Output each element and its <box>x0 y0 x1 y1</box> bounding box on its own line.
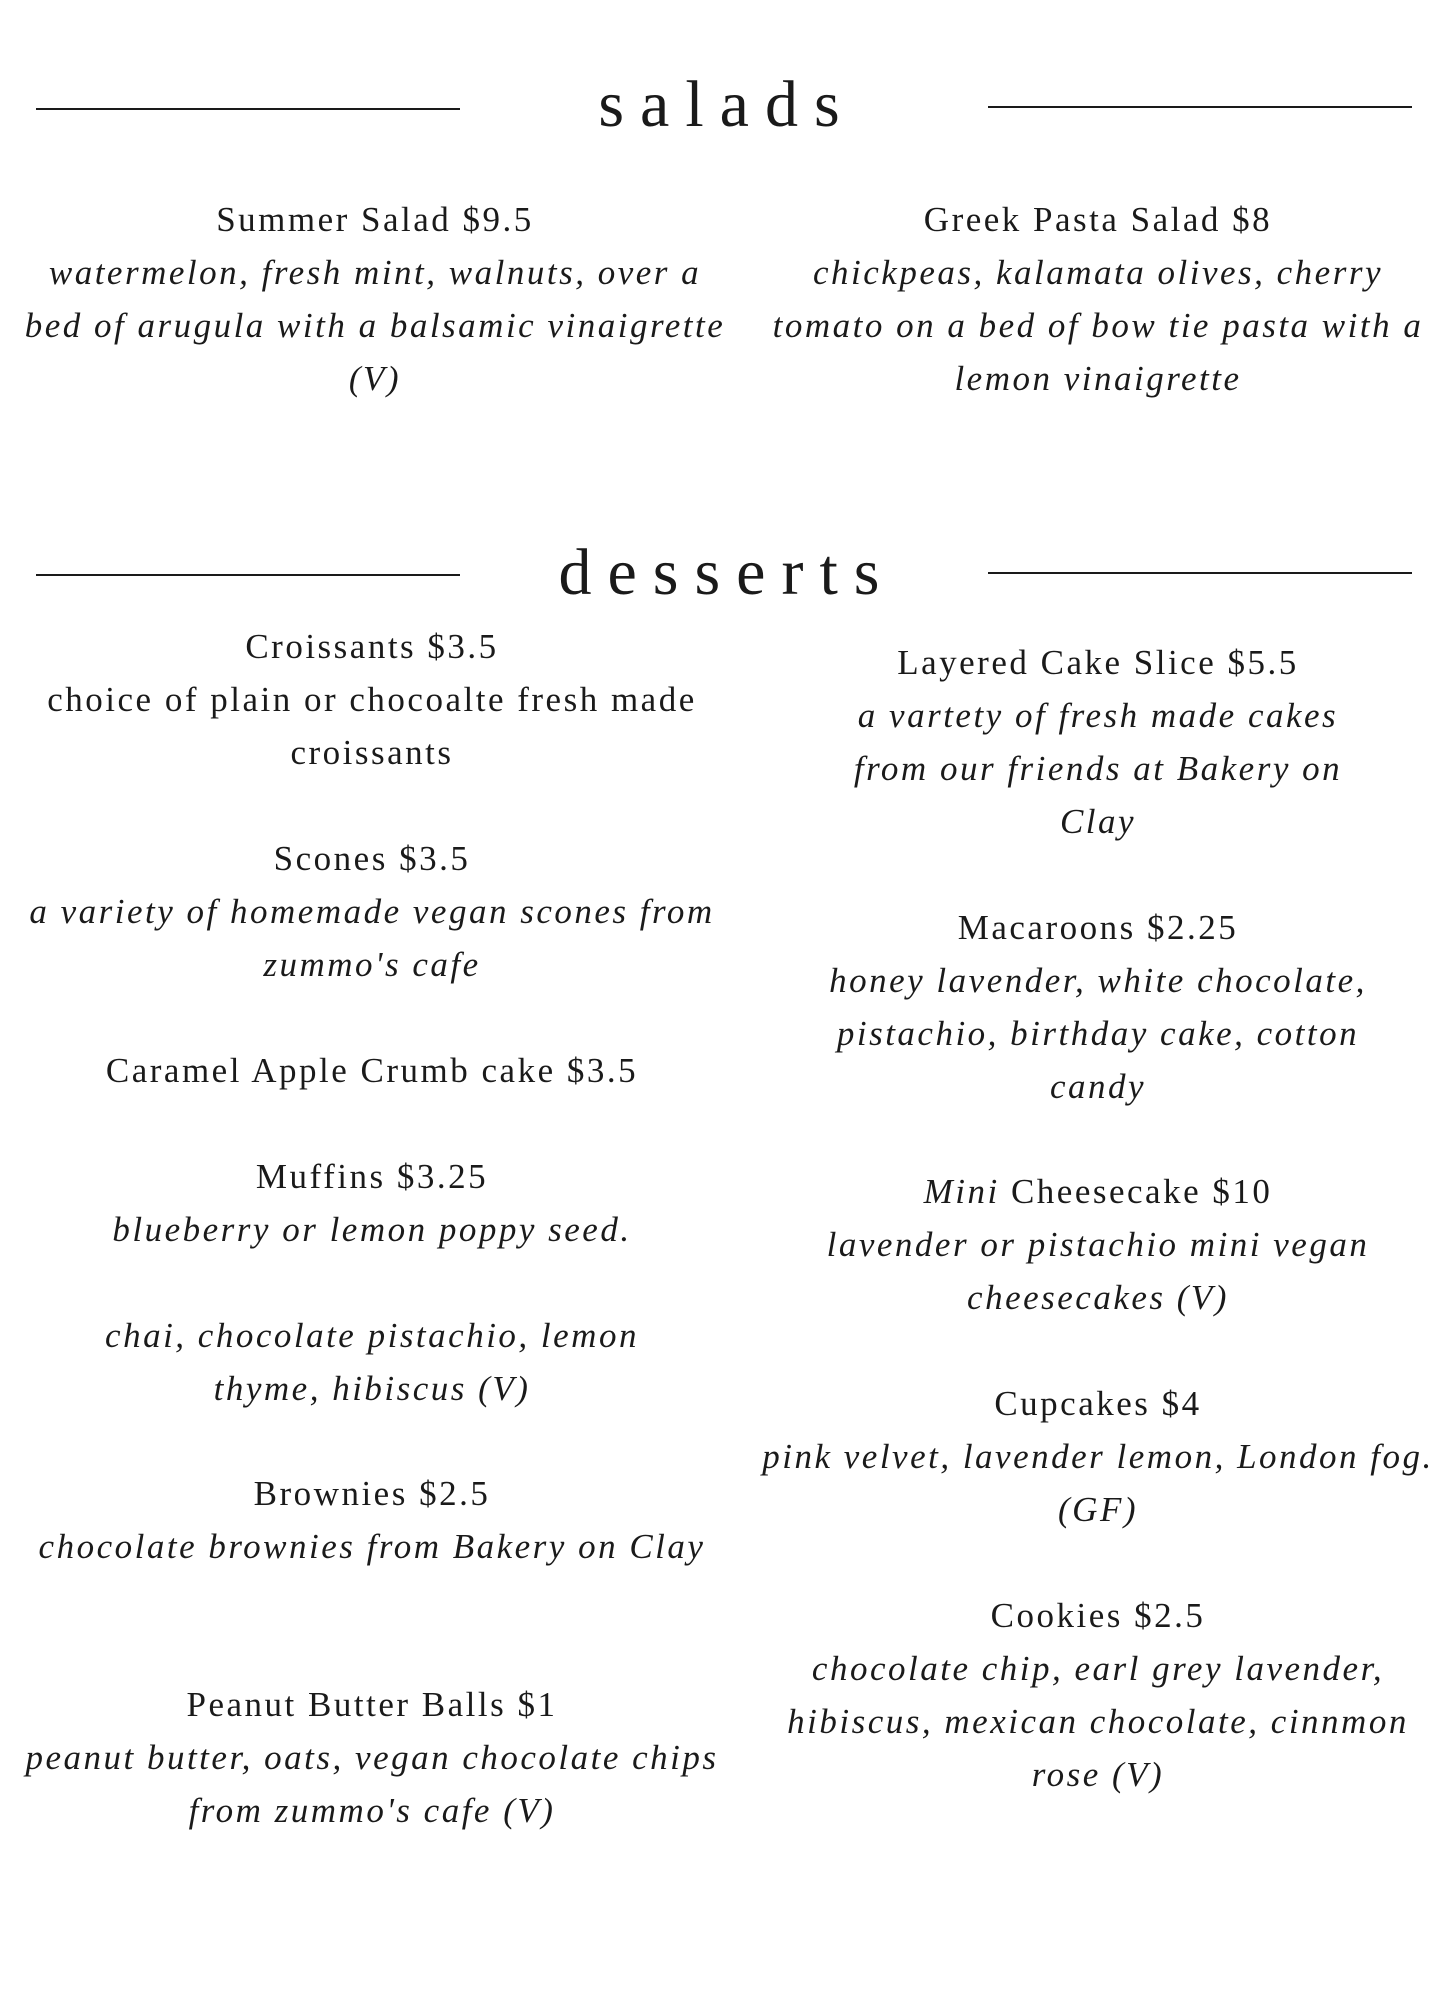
item-description: lavender or pistachio mini vegan cheesecakes (V) <box>826 1225 1370 1317</box>
item-name: Summer Salad $9.5 <box>216 200 534 239</box>
dessert-item-croissants <box>22 620 722 779</box>
dessert-item-cupcakes <box>742 1377 1454 1536</box>
item-name: Croissants $3.5 <box>245 627 499 666</box>
item-description: pink velvet, lavender lemon, London fog. (GF) <box>762 1437 1434 1529</box>
item-description: chocolate chip, earl grey lavender, hibiscus, mexican chocolate, cinnmon rose (V) <box>787 1649 1409 1794</box>
item-name: Greek Pasta Salad $8 <box>923 200 1273 239</box>
item-name: Cookies $2.5 <box>990 1596 1206 1635</box>
item-name: Caramel Apple Crumb cake $3.5 <box>105 1051 639 1090</box>
dessert-item-muffin-flavors <box>62 1309 682 1415</box>
item-name: Cupcakes $4 <box>994 1384 1202 1423</box>
item-description: honey lavender, white chocolate, pistachio, birthday cake, cotton candy <box>829 961 1367 1106</box>
item-name: Layered Cake Slice $5.5 <box>897 643 1299 682</box>
item-description: chai, chocolate pistachio, lemon thyme, hibiscus (V) <box>105 1316 639 1408</box>
item-description: chickpeas, kalamata olives, cherry tomato on a bed of bow tie pasta with a lemon vinaigrette <box>772 253 1424 398</box>
dessert-item-brownies <box>22 1467 722 1573</box>
item-description: a vartety of fresh made cakes from our friends at Bakery on Clay <box>853 696 1343 841</box>
item-name: Macaroons $2.25 <box>957 908 1239 947</box>
item-name-rest: Cheesecake $10 <box>1010 1172 1273 1211</box>
dessert-item-scones <box>22 832 722 991</box>
item-name: Peanut Butter Balls $1 <box>186 1685 558 1724</box>
item-name-emphasis: Mini <box>923 1172 1000 1211</box>
desserts-heading: desserts <box>558 536 896 609</box>
salad-item-summer <box>20 193 730 405</box>
item-name: Scones $3.5 <box>273 839 471 878</box>
item-description: peanut butter, oats, vegan chocolate chips from zummo's cafe (V) <box>25 1738 719 1830</box>
dessert-item-macaroons <box>802 901 1394 1113</box>
item-name: Brownies $2.5 <box>253 1474 491 1513</box>
item-name: Muffins $3.25 <box>255 1157 489 1196</box>
item-name <box>762 1165 1434 1218</box>
item-description: watermelon, fresh mint, walnuts, over a bed of arugula with a balsamic vinaigrette (V) <box>24 253 726 398</box>
item-description: blueberry or lemon poppy seed. <box>112 1210 632 1249</box>
item-description: choice of plain or chocoalte fresh made croissants <box>47 680 697 772</box>
item-description: chocolate brownies from Bakery on Clay <box>38 1527 706 1566</box>
salads-heading: salads <box>598 68 856 141</box>
dessert-item-mini-cheesecake <box>762 1165 1434 1324</box>
dessert-item-layered-cake <box>822 636 1374 848</box>
dessert-item-muffins <box>22 1150 722 1256</box>
dessert-item-cookies <box>762 1589 1434 1801</box>
dessert-item-crumb-cake <box>22 1044 722 1097</box>
dessert-item-peanut-butter-balls <box>22 1678 722 1837</box>
salad-item-greek-pasta <box>762 193 1434 405</box>
item-description: a variety of homemade vegan scones from zummo's cafe <box>29 892 715 984</box>
